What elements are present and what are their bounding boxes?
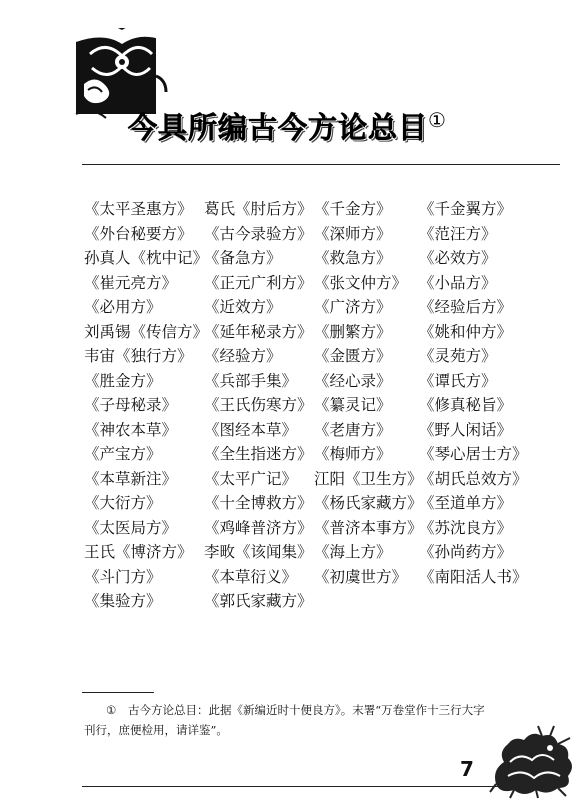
catalog-entry: 《海上方》 <box>314 543 392 561</box>
catalog-entry: 《郭氏家藏方》 <box>204 592 313 610</box>
catalog-entry: 孙真人《枕中记》 <box>84 249 209 267</box>
catalog-entry: 《深师方》 <box>314 224 392 243</box>
catalog-entry: 《太平圣惠方》 <box>84 200 193 218</box>
footnote-divider <box>82 692 154 693</box>
catalog-entry: 《小品方》 <box>419 273 497 292</box>
catalog-entry: 《金匮方》 <box>314 347 392 365</box>
catalog-entry: 刘禹锡《传信方》 <box>84 322 209 341</box>
catalog-entry: 《鸡峰普济方》 <box>204 518 313 537</box>
footnote-mark: ① <box>106 703 117 717</box>
catalog-entry: 《外台秘要方》 <box>84 224 193 243</box>
catalog-entry: 《近效方》 <box>204 298 282 316</box>
catalog-entry: 《千金方》 <box>314 200 392 218</box>
catalog-entry: 《修真秘旨》 <box>419 396 513 414</box>
title-text: 今具所编古今方论总目 <box>128 110 429 145</box>
catalog-entry: 《至道单方》 <box>419 494 513 512</box>
catalog-entry: 《集验方》 <box>84 592 162 610</box>
catalog-entry: 《十全博救方》 <box>204 494 313 512</box>
catalog-entry: 《必效方》 <box>419 249 497 267</box>
catalog-entry: 《姚和仲方》 <box>419 322 513 341</box>
catalog-entry: 《大衍方》 <box>84 494 162 512</box>
title-footnote-mark: ① <box>428 108 446 132</box>
footnote-line-2: 刊行，庶便检用，请详鉴”。 <box>84 723 228 737</box>
catalog-entry: 《本草衍义》 <box>204 567 298 586</box>
page-number: 7 <box>460 757 474 781</box>
catalog-entry: 《图经本草》 <box>204 420 298 439</box>
catalog-entry: 李畋《该闻集》 <box>204 543 313 561</box>
catalog-entry: 《必用方》 <box>84 298 162 316</box>
catalog-entry: 《苏沈良方》 <box>419 518 513 537</box>
catalog-entry: 《胡氏总效方》 <box>419 469 528 488</box>
bottom-rule <box>82 786 512 787</box>
catalog-entry: 《灵苑方》 <box>419 347 497 365</box>
catalog-entry: 王氏《博济方》 <box>84 543 193 561</box>
catalog-entry: 《崔元亮方》 <box>84 273 178 292</box>
catalog-entry: 《张文仲方》 <box>314 273 408 292</box>
catalog-entry: 《太医局方》 <box>84 518 178 537</box>
catalog-entry: 《南阳活人书》 <box>419 567 528 586</box>
catalog-entry: 《王氏伤寒方》 <box>204 396 313 414</box>
catalog-entry: 《兵部手集》 <box>204 371 298 390</box>
catalog-entry: 《普济本事方》 <box>314 518 423 537</box>
catalog-entry: 《经心录》 <box>314 371 392 390</box>
page-title <box>128 100 446 145</box>
catalog-entry: 《杨氏家藏方》 <box>314 494 423 512</box>
title-divider <box>82 164 560 165</box>
catalog-entry: 《删繁方》 <box>314 322 392 341</box>
catalog-entry: 《孙尚药方》 <box>419 543 513 561</box>
catalog-entry: 韦宙《独行方》 <box>84 347 193 365</box>
catalog-entry: 《古今录验方》 <box>204 224 313 243</box>
catalog-entry: 《纂灵记》 <box>314 396 392 414</box>
catalog-entry: 江阳《卫生方》 <box>314 469 423 488</box>
dragon-icon <box>488 722 578 800</box>
catalog-entry: 《延年秘录方》 <box>204 322 313 341</box>
catalog-entry: 葛氏《肘后方》 <box>204 200 313 218</box>
catalog-entry: 《范汪方》 <box>419 224 497 243</box>
catalog-entry: 《千金翼方》 <box>419 200 513 218</box>
catalog-entry: 《全生指迷方》 <box>204 445 313 463</box>
footnote-line-1: 古今方论总目：此据《新编近时十便良方》。末署“万卷堂作十三行大字 <box>128 703 485 717</box>
catalog-entry: 《广济方》 <box>314 298 392 316</box>
catalog-entry: 《救急方》 <box>314 249 392 267</box>
catalog-entry: 《子母秘录》 <box>84 396 178 414</box>
catalog-list <box>84 197 554 614</box>
catalog-entry: 《斗门方》 <box>84 567 162 586</box>
catalog-entry: 《初虞世方》 <box>314 567 408 586</box>
catalog-entry: 《本草新注》 <box>84 469 178 488</box>
catalog-entry: 《产宝方》 <box>84 445 162 463</box>
catalog-entry: 《经验后方》 <box>419 298 513 316</box>
catalog-entry: 《神农本草》 <box>84 420 178 439</box>
catalog-entry: 《谭氏方》 <box>419 371 497 390</box>
catalog-entry: 《梅师方》 <box>314 445 392 463</box>
catalog-entry: 《备急方》 <box>204 249 282 267</box>
catalog-entry: 《经验方》 <box>204 347 282 365</box>
catalog-entry: 《琴心居士方》 <box>419 445 528 463</box>
catalog-entry: 《太平广记》 <box>204 469 298 488</box>
catalog-entry: 《野人闲话》 <box>419 420 513 439</box>
catalog-entry: 《正元广利方》 <box>204 273 313 292</box>
footnote <box>84 700 550 740</box>
catalog-entry: 《老唐方》 <box>314 420 392 439</box>
catalog-entry: 《胜金方》 <box>84 371 162 390</box>
